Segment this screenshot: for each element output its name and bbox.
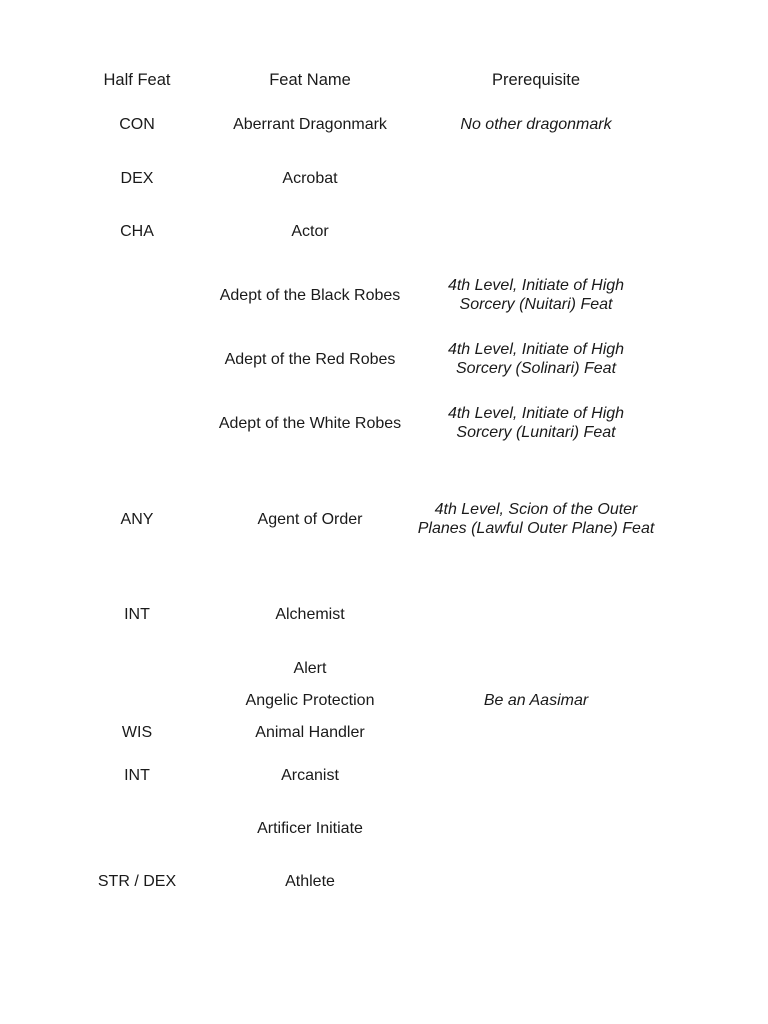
half-feat-cell: DEX bbox=[120, 170, 154, 187]
feat-name-cell: Adept of the Red Robes bbox=[224, 351, 396, 368]
feat-name-cell: Angelic Protection bbox=[245, 692, 375, 709]
header-feat-name: Feat Name bbox=[269, 71, 351, 89]
half-feat-cell: STR / DEX bbox=[97, 873, 177, 890]
prerequisite-line: No other dragonmark bbox=[460, 116, 612, 133]
prerequisite-line: Sorcery (Lunitari) Feat bbox=[456, 424, 616, 441]
feat-name-cell: Athlete bbox=[285, 873, 335, 890]
half-feat-cell: INT bbox=[124, 606, 150, 623]
feat-name-cell: Animal Handler bbox=[255, 724, 365, 741]
prerequisite-line: Planes (Lawful Outer Plane) Feat bbox=[417, 520, 655, 537]
half-feat-cell: CHA bbox=[120, 223, 154, 240]
header-prerequisite: Prerequisite bbox=[491, 71, 581, 89]
half-feat-cell: ANY bbox=[120, 511, 154, 528]
prerequisite-cell bbox=[400, 276, 672, 314]
half-feat-cell: WIS bbox=[121, 724, 153, 741]
prerequisite-line: Be an Aasimar bbox=[483, 692, 589, 709]
feat-name-cell: Acrobat bbox=[282, 170, 338, 187]
half-feat-cell: INT bbox=[124, 767, 150, 784]
feat-name-cell: Alchemist bbox=[275, 606, 345, 623]
prerequisite-cell bbox=[400, 115, 672, 134]
prerequisite-cell bbox=[400, 340, 672, 378]
feat-name-cell: Actor bbox=[291, 223, 329, 240]
prerequisite-cell bbox=[400, 404, 672, 442]
prerequisite-line: 4th Level, Scion of the Outer bbox=[434, 501, 638, 518]
prerequisite-cell bbox=[400, 500, 672, 538]
feat-name-cell: Artificer Initiate bbox=[257, 820, 363, 837]
prerequisite-line: 4th Level, Initiate of High bbox=[447, 405, 625, 422]
prerequisite-line: Sorcery (Nuitari) Feat bbox=[459, 296, 613, 313]
feat-name-cell: Adept of the White Robes bbox=[218, 415, 402, 432]
header-half-feat: Half Feat bbox=[103, 71, 171, 89]
prerequisite-line: 4th Level, Initiate of High bbox=[447, 341, 625, 358]
prerequisite-cell bbox=[400, 691, 672, 710]
feat-name-cell: Alert bbox=[293, 660, 327, 677]
feat-name-cell: Arcanist bbox=[281, 767, 339, 784]
feat-name-cell: Aberrant Dragonmark bbox=[233, 116, 387, 133]
half-feat-cell: CON bbox=[119, 116, 155, 133]
feat-name-cell: Agent of Order bbox=[257, 511, 363, 528]
feat-name-cell: Adept of the Black Robes bbox=[219, 287, 401, 304]
prerequisite-line: 4th Level, Initiate of High bbox=[447, 277, 625, 294]
prerequisite-line: Sorcery (Solinari) Feat bbox=[455, 360, 617, 377]
